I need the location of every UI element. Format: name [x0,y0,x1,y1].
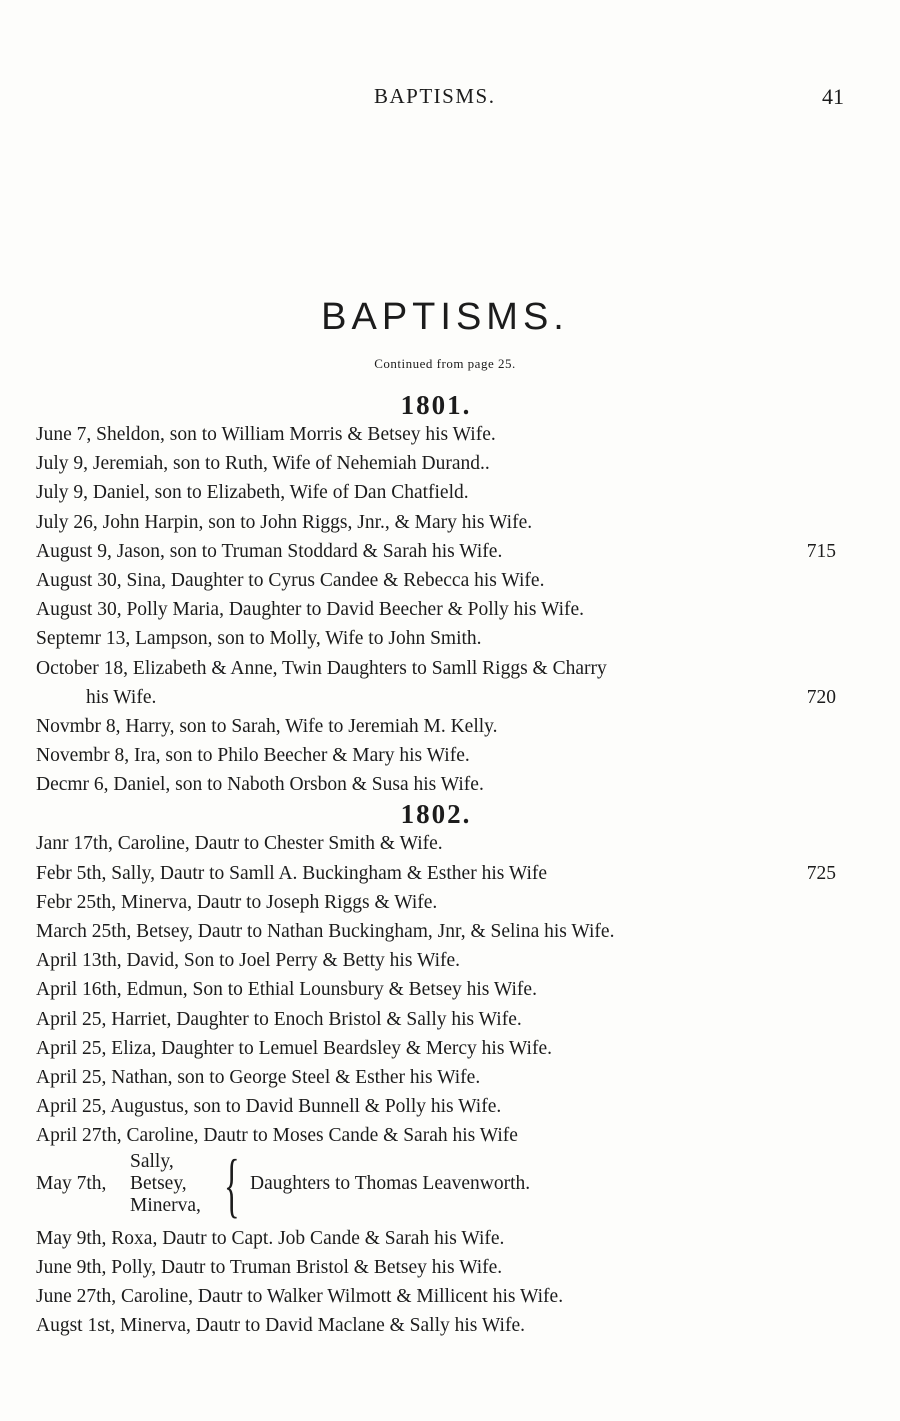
entry: June 27th, Caroline, Dautr to Walker Wilmott & Millicent his Wife. [36,1285,564,1307]
entry-text: Febr 5th, Sally, Dautr to Samll A. Buckingham & Esther his Wife [36,862,548,884]
entry: April 13th, David, Son to Joel Perry & Betty his Wife. [36,950,461,972]
entry-text: his Wife. [86,686,157,708]
entry: Septemr 13, Lampson, son to Molly, Wife to John Smith. [36,628,482,650]
entry-count: 725 [806,862,836,884]
brace-icon: { [224,1144,240,1225]
entry: Novembr 8, Ira, son to Philo Beecher & Mary his Wife. [36,745,470,767]
entry: October 18, Elizabeth & Anne, Twin Daughters to Samll Riggs & Charry [36,657,607,679]
entry-grouped [36,1144,856,1225]
entry: Febr 25th, Minerva, Dautr to Joseph Riggs & Wife. [36,891,438,913]
entry: July 9, Jeremiah, son to Ruth, Wife of Nehemiah Durand.. [36,453,490,475]
entry: June 9th, Polly, Dautr to Truman Bristol & Betsey his Wife. [36,1256,503,1278]
baptism-register [36,390,856,1340]
entry: May 9th, Roxa, Dautr to Capt. Job Cande & Sarah his Wife. [36,1227,505,1249]
entry-continuation [36,683,856,712]
entry: April 16th, Edmun, Son to Ethial Lounsbury & Betsey his Wife. [36,979,537,1001]
entry: Augst 1st, Minerva, Dautr to David Maclane & Sally his Wife. [36,1315,525,1337]
year-heading-1801: 1801. [400,390,472,420]
running-title: BAPTISMS. [374,84,496,108]
entry [36,859,856,888]
subtitle: Continued from page 25. [374,356,516,371]
entry-count: 720 [806,686,836,708]
entry: July 26, John Harpin, son to John Riggs, Jnr., & Mary his Wife. [36,511,533,533]
page-title: BAPTISMS. [321,296,569,338]
entry: April 27th, Caroline, Dautr to Moses Cande & Sarah his Wife [36,1125,518,1147]
entry: April 25, Eliza, Daughter to Lemuel Beardsley & Mercy his Wife. [36,1037,552,1059]
name: Sally, [130,1150,174,1172]
page-number: 41 [822,84,844,109]
entry: August 30, Sina, Daughter to Cyrus Candee & Rebecca his Wife. [36,569,545,591]
entry: March 25th, Betsey, Dautr to Nathan Buckingham, Jnr, & Selina his Wife. [36,921,615,942]
entry-relation: Daughters to Thomas Leavenworth. [250,1172,531,1194]
entry: Janr 17th, Caroline, Dautr to Chester Smith & Wife. [36,833,443,855]
entry: August 30, Polly Maria, Daughter to David Beecher & Polly his Wife. [36,599,585,621]
entry: July 9, Daniel, son to Elizabeth, Wife of Dan Chatfield. [36,482,469,504]
name: Betsey, [130,1172,187,1194]
entry: June 7, Sheldon, son to William Morris & Betsey his Wife. [36,424,496,445]
entry-date: May 7th, [36,1172,107,1194]
name: Minerva, [130,1194,201,1216]
entry-count: 715 [806,540,836,562]
entry-text: August 9, Jason, son to Truman Stoddard & Sarah his Wife. [36,540,503,562]
entry [36,537,856,566]
entry: Decmr 6, Daniel, son to Naboth Orsbon & Susa his Wife. [36,774,484,796]
entry: Novmbr 8, Harry, son to Sarah, Wife to Jeremiah M. Kelly. [36,715,498,737]
year-heading-1802: 1802. [400,799,472,830]
name-group [130,1151,201,1217]
running-head [0,84,900,114]
entry: April 25, Augustus, son to David Bunnell & Polly his Wife. [36,1096,502,1118]
entry: April 25, Nathan, son to George Steel & Esther his Wife. [36,1066,481,1088]
entry: April 25, Harriet, Daughter to Enoch Bristol & Sally his Wife. [36,1008,522,1030]
